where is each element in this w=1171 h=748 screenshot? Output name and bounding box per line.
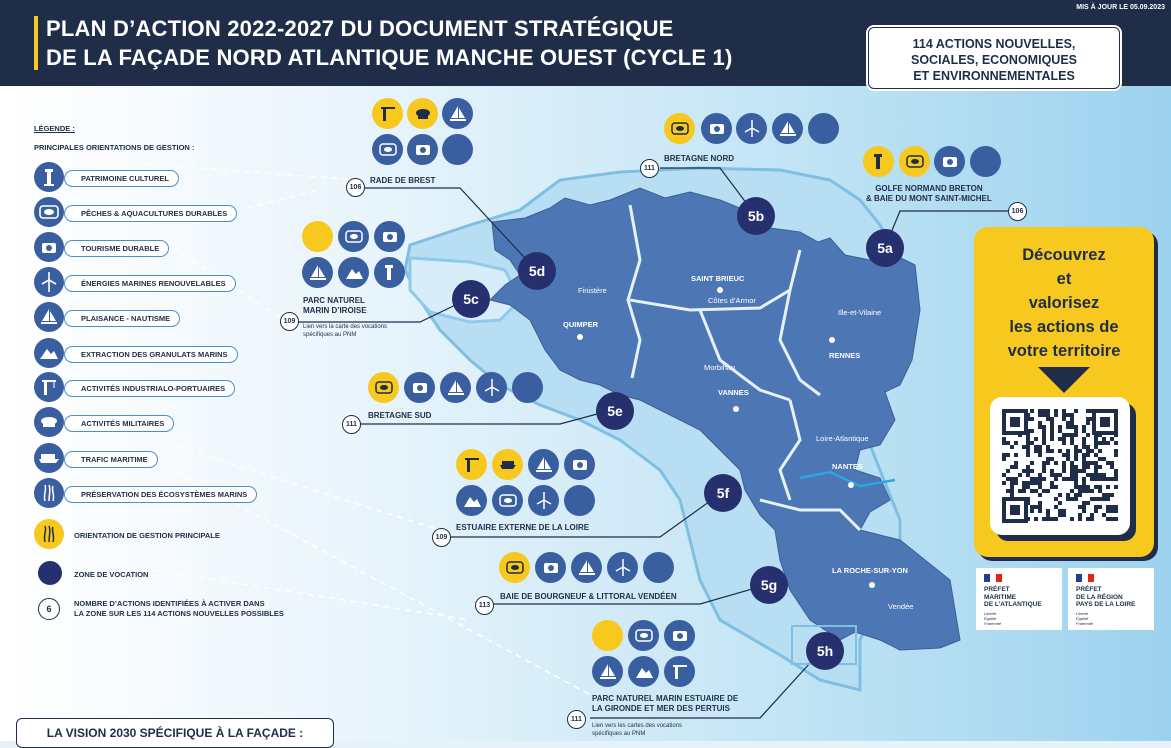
city-saint-brieuc: SAINT BRIEUC <box>691 274 745 283</box>
legend-item-trafic: TRAFIC MARITIME <box>64 451 158 468</box>
legend-count-label <box>74 599 284 619</box>
wind-turbine-icon <box>736 113 767 144</box>
zone-5h-label-2: LA GIRONDE ET MER DES PERTUIS <box>592 704 730 713</box>
zone-5h-note[interactable] <box>592 722 682 738</box>
military-cap-icon <box>34 407 64 437</box>
seaweed-icon <box>970 146 1001 177</box>
qr-code[interactable] <box>990 397 1130 535</box>
crane-icon <box>664 656 695 687</box>
zone-5d-marker[interactable]: 5d <box>518 252 556 290</box>
zone-5c-note[interactable] <box>303 323 387 339</box>
wind-turbine-icon <box>607 552 638 583</box>
fish-net-icon <box>492 485 523 516</box>
zone-5c-label-2: MARIN D’IROISE <box>303 306 367 315</box>
camera-icon <box>701 113 732 144</box>
legend-item-militaires: ACTIVITÉS MILITAIRES <box>64 415 174 432</box>
wind-turbine-icon <box>34 267 64 297</box>
seaweed-icon <box>302 221 333 252</box>
legend-zone-label: ZONE DE VOCATION <box>74 570 149 579</box>
legend-item-extraction: EXTRACTION DES GRANULATS MARINS <box>64 346 238 363</box>
legend-item-patrimoine: PATRIMOINE CULTUREL <box>64 170 179 187</box>
fish-net-icon <box>372 134 403 165</box>
zone-5a-count: 106 <box>1008 202 1027 221</box>
zone-5g-marker[interactable]: 5g <box>750 566 788 604</box>
military-cap-icon <box>407 98 438 129</box>
city-quimper: QUIMPER <box>563 320 599 329</box>
flag-icon <box>984 574 1002 582</box>
camera-icon <box>34 232 64 262</box>
zone-5h-note-2: spécifiques au PNM <box>592 731 646 737</box>
dept-loire-atlantique: Loire-Atlantique <box>816 434 869 443</box>
camera-icon <box>407 134 438 165</box>
legend-subtitle: PRINCIPALES ORIENTATIONS DE GESTION : <box>34 143 195 152</box>
sailboat-icon <box>772 113 803 144</box>
zone-5e-marker[interactable]: 5e <box>596 392 634 430</box>
crane-icon <box>456 449 487 480</box>
legend-item-tourisme: TOURISME DURABLE <box>64 240 169 257</box>
dept-vendee: Vendée <box>888 602 914 611</box>
zone-5h-count: 111 <box>567 710 586 729</box>
lighthouse-icon <box>863 146 894 177</box>
logo-right-motto-2: Égalité <box>1076 615 1089 621</box>
logo-left-line-2: MARITIME <box>984 593 1017 601</box>
zone-5h-label-1: PARC NATUREL MARIN ESTUAIRE DE <box>592 694 739 703</box>
fish-net-icon <box>628 620 659 651</box>
fish-net-icon <box>368 372 399 403</box>
title-line-1: PLAN D’ACTION 2022-2027 DU DOCUMENT STRATÉGIQUE <box>46 16 674 41</box>
sailboat-icon <box>592 656 623 687</box>
wind-turbine-icon <box>528 485 559 516</box>
logo-right-line-1: PRÉFET <box>1076 586 1102 593</box>
zone-5b-label: BRETAGNE NORD <box>664 154 735 163</box>
qr-code-pattern <box>1002 409 1118 523</box>
camera-icon <box>404 372 435 403</box>
zone-5h-marker[interactable]: 5h <box>806 632 844 670</box>
sailboat-icon <box>302 257 333 288</box>
zone-5c-marker[interactable]: 5c <box>452 280 490 318</box>
camera-icon <box>664 620 695 651</box>
zone-5d-label: RADE DE BREST <box>370 176 436 185</box>
zone-5g-count: 113 <box>475 596 494 615</box>
crane-icon <box>372 98 403 129</box>
cta-panel <box>974 227 1154 557</box>
city-la-roche-sur-yon: LA ROCHE-SUR-YON <box>832 566 908 575</box>
wind-turbine-icon <box>476 372 507 403</box>
zone-5g-label: BAIE DE BOURGNEUF & LITTORAL VENDÉEN <box>500 592 677 601</box>
cta-line-2: et <box>1056 270 1072 288</box>
legend-principal-label: ORIENTATION DE GESTION PRINCIPALE <box>74 531 220 540</box>
camera-icon <box>934 146 965 177</box>
update-date: MIS À JOUR LE 05.09.2023 <box>1076 4 1165 11</box>
cta-line-5: votre territoire <box>1007 342 1121 360</box>
logo-right-motto-1: Liberté <box>1076 610 1089 616</box>
fish-net-icon <box>499 552 530 583</box>
fish-net-icon <box>664 113 695 144</box>
logo-right-line-2: DE LA RÉGION <box>1076 593 1123 601</box>
sand-pile-icon <box>338 257 369 288</box>
seaweed-icon <box>512 372 543 403</box>
logo-left-motto-1: Liberté <box>984 610 997 616</box>
sand-pile-icon <box>628 656 659 687</box>
camera-icon <box>564 449 595 480</box>
legend-title: LÉGENDE : <box>34 124 75 133</box>
actions-badge <box>868 27 1120 89</box>
legend-count-line-2: LA ZONE SUR LES 114 ACTIONS NOUVELLES POSSIBLES <box>74 609 284 618</box>
zone-5h-note-1: Lien vers les cartes des vocations <box>592 723 683 729</box>
zone-5f-count: 109 <box>432 528 451 547</box>
seaweed-icon <box>442 134 473 165</box>
zone-5f-label: ESTUAIRE EXTERNE DE LA LOIRE <box>456 523 590 532</box>
cta-line-3: valorisez <box>1028 294 1100 312</box>
city-vannes: VANNES <box>718 388 749 397</box>
sand-pile-icon <box>456 485 487 516</box>
badge-line-1: 114 ACTIONS NOUVELLES, <box>912 37 1076 51</box>
city-rennes: RENNES <box>829 351 861 360</box>
cta-line-4: les actions de <box>1009 318 1119 336</box>
zone-5h-label <box>592 694 738 714</box>
flag-icon <box>1076 574 1094 582</box>
logo-left-line-3: DE L’ATLANTIQUE <box>984 601 1042 608</box>
zone-5c-count: 109 <box>280 312 299 331</box>
legend-count-sample: 6 <box>38 598 60 620</box>
zone-5b-count: 111 <box>640 159 659 178</box>
legend-item-ecosystemes: PRÉSERVATION DES ÉCOSYSTÈMES MARINS <box>64 486 257 503</box>
seaweed-icon <box>643 552 674 583</box>
city-nantes: NANTES <box>832 462 863 471</box>
dept-morbihan: Morbihan <box>704 363 736 372</box>
zone-5c-label <box>303 296 367 316</box>
legend-item-peches: PÊCHES & AQUACULTURES DURABLES <box>64 205 237 222</box>
zone-5c-note-2: spécifiques au PNM <box>303 332 357 338</box>
cargo-ship-icon <box>492 449 523 480</box>
sailboat-icon <box>442 98 473 129</box>
zone-5b-marker[interactable]: 5b <box>737 197 775 235</box>
zone-5f-marker[interactable]: 5f <box>704 474 742 512</box>
title-line-2: DE LA FAÇADE NORD ATLANTIQUE MANCHE OUEST (CYCLE 1) <box>46 45 733 70</box>
legend-item-industrie: ACTIVITÉS INDUSTRIALO-PORTUAIRES <box>64 380 235 397</box>
sailboat-icon <box>34 302 64 332</box>
camera-icon <box>374 221 405 252</box>
cta-line-1: Découvrez <box>1022 246 1106 264</box>
zone-5c-label-1: PARC NATUREL <box>303 296 365 305</box>
cargo-ship-icon <box>34 443 64 473</box>
zone-5e-label: BRETAGNE SUD <box>368 411 432 420</box>
vision-2030-tab[interactable]: LA VISION 2030 SPÉCIFIQUE À LA FAÇADE : <box>16 718 334 748</box>
sailboat-icon <box>440 372 471 403</box>
logo-right-line-3: PAYS DE LA LOIRE <box>1076 601 1136 608</box>
legend-principal-icon <box>34 519 64 549</box>
sailboat-icon <box>528 449 559 480</box>
zone-5a-label-1: GOLFE NORMAND BRETON <box>875 184 983 193</box>
zone-5a-label-2: & BAIE DU MONT SAINT-MICHEL <box>866 194 992 203</box>
sailboat-icon <box>571 552 602 583</box>
zone-5a-marker[interactable]: 5a <box>866 229 904 267</box>
legend-count-line-1: NOMBRE D’ACTIONS IDENTIFIÉES À ACTIVER DANS <box>74 599 265 608</box>
logo-prefet-region <box>1068 568 1154 630</box>
logo-left-motto-2: Égalité <box>984 615 997 621</box>
seaweed-icon <box>808 113 839 144</box>
zone-5c-note-1: Lien vers la carte des vocations <box>303 324 388 330</box>
zone-5e-count: 111 <box>342 415 361 434</box>
badge-line-3: ET ENVIRONNEMENTALES <box>913 69 1075 83</box>
arrow-down-icon <box>1038 367 1090 393</box>
seaweed-icon <box>34 478 64 508</box>
zone-5d-count: 106 <box>346 178 365 197</box>
dept-ille-vilaine: Ille-et-Vilaine <box>838 308 882 317</box>
logo-left-motto-3: Fraternité <box>984 620 1002 626</box>
seaweed-icon <box>592 620 623 651</box>
logo-left-line-1: PRÉFET <box>984 586 1010 593</box>
lighthouse-icon <box>374 257 405 288</box>
dept-finistere: Finistère <box>578 286 607 295</box>
logo-right-motto-3: Fraternité <box>1076 620 1094 626</box>
dept-cotes-armor: Côtes d’Armor <box>708 296 756 305</box>
lighthouse-icon <box>34 162 64 192</box>
fish-net-icon <box>899 146 930 177</box>
fish-net-icon <box>34 197 64 227</box>
crane-icon <box>34 372 64 402</box>
cta-text <box>974 243 1154 363</box>
camera-icon <box>535 552 566 583</box>
legend-item-plaisance: PLAISANCE - NAUTISME <box>64 310 180 327</box>
logo-prefet-maritime <box>976 568 1062 630</box>
seaweed-icon <box>564 485 595 516</box>
sand-pile-icon <box>34 338 64 368</box>
legend-item-energies: ÉNERGIES MARINES RENOUVELABLES <box>64 275 236 292</box>
legend-zone-icon <box>38 561 62 585</box>
zone-5a-label <box>866 184 992 204</box>
badge-line-2: SOCIALES, ECONOMIQUES <box>911 53 1077 67</box>
fish-net-icon <box>338 221 369 252</box>
